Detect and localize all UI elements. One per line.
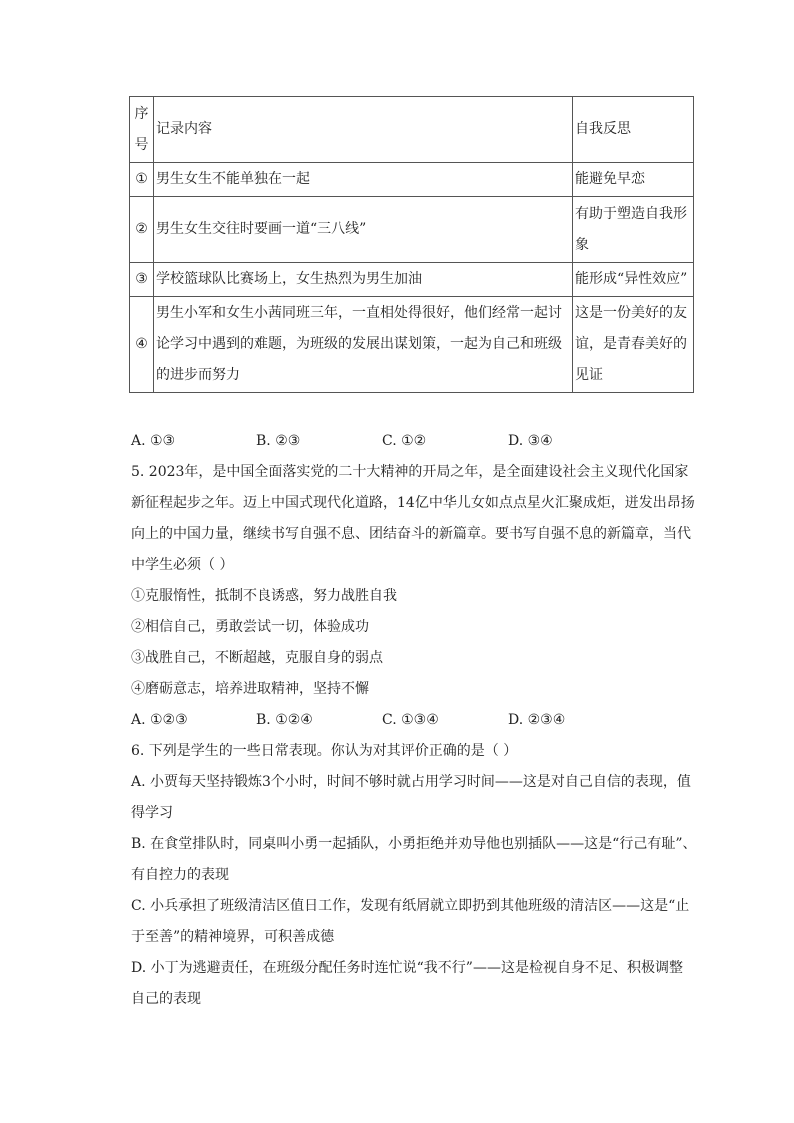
q6-option-c-line-1[interactable]: C. 小兵承担了班级清洁区值日工作，发现有纸屑就立即扔到其他班级的清洁区——这是“止 (131, 898, 690, 914)
q6-stem: 6. 下列是学生的一些日常表现。你认为对其评价正确的是（ ） (131, 743, 518, 759)
q5-stem-line-4: 中学生必须（ ） (131, 557, 234, 573)
row-reflection: 能形成“异性效应” (573, 263, 694, 297)
table-header-row (130, 97, 694, 163)
q6-option-b-line-2[interactable]: 有自控力的表现 (131, 867, 229, 883)
q5-option-a[interactable]: A. ①②③ (131, 712, 188, 728)
table-row (130, 297, 694, 393)
q4-option-d[interactable]: D. ③④ (508, 433, 553, 449)
header-content: 记录内容 (154, 97, 573, 163)
q4-option-a[interactable]: A. ①③ (131, 433, 176, 449)
q5-statement-1: ①克服惰性，抵制不良诱惑，努力战胜自我 (131, 588, 397, 604)
q6-option-b-line-1[interactable]: B. 在食堂排队时，同桌叫小勇一起插队，小勇拒绝并劝导他也别插队——这是“行己有耻”、 (131, 836, 697, 852)
q6-option-a-line-1[interactable]: A. 小贾每天坚持锻炼3个小时，时间不够时就占用学习时间——这是对自己自信的表现，值 (131, 774, 691, 790)
q5-stem-line-3: 向上的中国力量，继续书写自强不息、团结奋斗的新篇章。要书写自强不息的新篇章，当代 (131, 526, 691, 542)
q5-statement-3: ③战胜自己，不断超越，克服自身的弱点 (131, 650, 383, 666)
row-num: ② (130, 197, 154, 263)
q5-option-c[interactable]: C. ①③④ (382, 712, 439, 728)
table-row (130, 263, 694, 297)
row-num: ① (130, 163, 154, 197)
row-content: 学校篮球队比赛场上，女生热烈为男生加油 (154, 263, 573, 297)
q6-option-d-line-2[interactable]: 自己的表现 (131, 991, 201, 1007)
q6-option-d-line-1[interactable]: D. 小丁为逃避责任，在班级分配任务时连忙说“我不行”——这是检视自身不足、积极调整 (131, 960, 683, 976)
row-reflection: 有助于塑造自我形象 (573, 197, 694, 263)
q5-stem-line-1: 5. 2023年，是中国全面落实党的二十大精神的开局之年，是全面建设社会主义现代化国家 (131, 464, 689, 480)
q5-statement-4: ④磨砺意志，培养进取精神，坚持不懈 (131, 681, 369, 697)
row-content: 男生女生不能单独在一起 (154, 163, 573, 197)
row-content: 男生小军和女生小茜同班三年，一直相处得很好，他们经常一起讨论学习中遇到的难题，为班级的发展出谋划策，一起为自己和班级的进步而努力 (154, 297, 573, 393)
header-num: 序号 (130, 97, 154, 163)
q5-option-b[interactable]: B. ①②④ (256, 712, 313, 728)
q5-stem-line-2: 新征程起步之年。迈上中国式现代化道路，14亿中华儿女如点点星火汇聚成炬，迸发出昂扬 (131, 495, 695, 511)
table-row (130, 163, 694, 197)
row-num: ④ (130, 297, 154, 393)
q5-statement-2: ②相信自己，勇敢尝试一切，体验成功 (131, 619, 369, 635)
row-reflection: 这是一份美好的友谊，是青春美好的见证 (573, 297, 694, 393)
q6-option-c-line-2[interactable]: 于至善”的精神境界，可积善成德 (131, 929, 335, 945)
header-reflection: 自我反思 (573, 97, 694, 163)
q6-option-a-line-2[interactable]: 得学习 (131, 805, 173, 821)
record-table (129, 96, 694, 393)
row-reflection: 能避免早恋 (573, 163, 694, 197)
row-num: ③ (130, 263, 154, 297)
q4-option-b[interactable]: B. ②③ (256, 433, 301, 449)
table-row (130, 197, 694, 263)
q4-option-c[interactable]: C. ①② (382, 433, 427, 449)
row-content: 男生女生交往时要画一道“三八线” (154, 197, 573, 263)
q5-option-d[interactable]: D. ②③④ (508, 712, 566, 728)
